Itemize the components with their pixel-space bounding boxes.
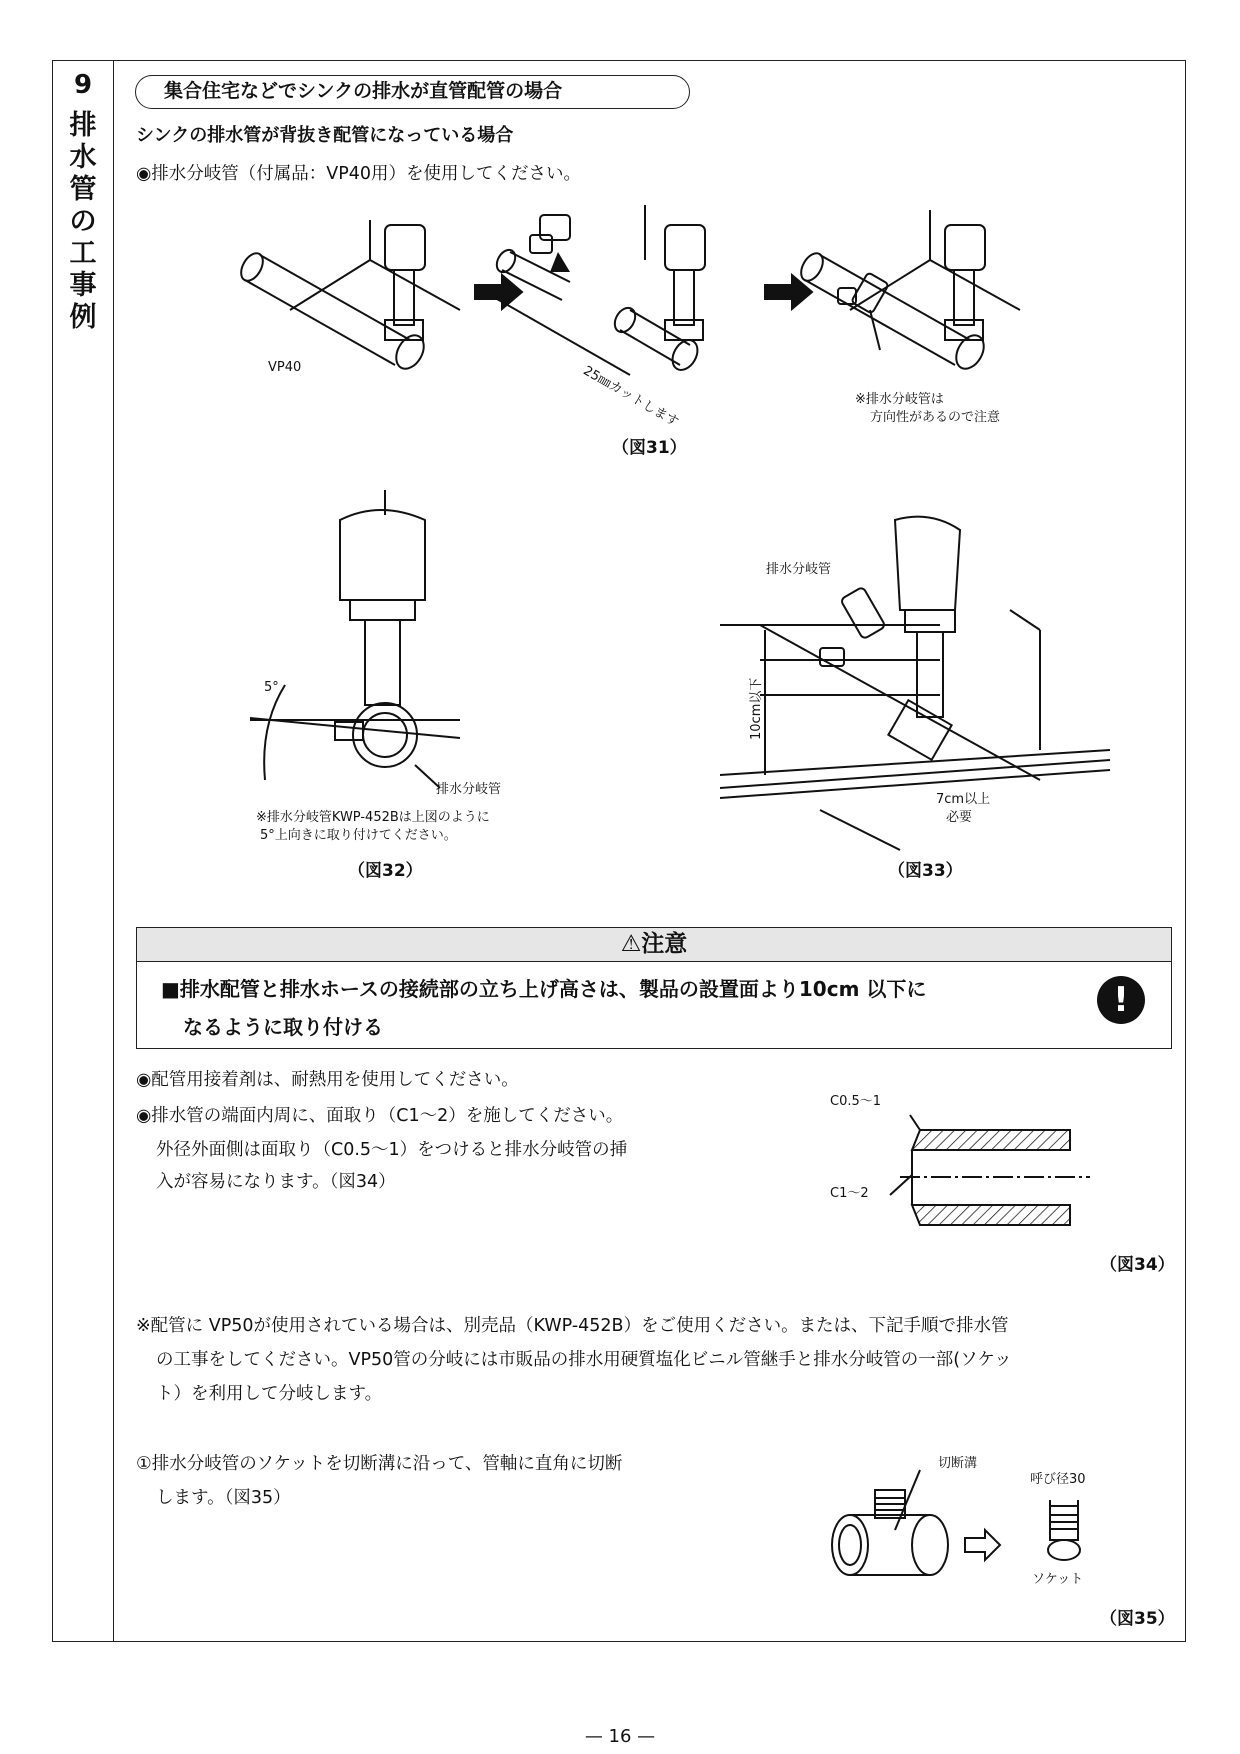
vp50-note-line3: ト）を利用して分岐します。 [156,1384,383,1404]
figure-34 [890,1115,1100,1245]
fig35-groove-label: 切断溝 [938,1456,978,1471]
fig35-caption: （図35） [1100,1609,1175,1629]
exclamation-icon: ! [1097,976,1145,1024]
fig32-caption: （図32） [348,861,423,881]
caution-line2: なるように取り付ける [183,1015,383,1039]
fig31-note-line1: ※排水分岐管は [855,392,944,407]
fig34-caption: （図34） [1100,1255,1175,1275]
fig33-height-label: 10cm以下 [749,677,764,740]
bullet-chamfer-cont1: 外径外面側は面取り（C0.5～1）をつけると排水分岐管の挿 [156,1140,628,1160]
fig33-dist-line2: 必要 [946,810,973,825]
section-title [52,110,114,334]
section-sidebar [52,60,114,1642]
fig32-branch-label: 排水分岐管 [436,782,502,797]
fig35-socket-label: ソケット [1032,1572,1084,1587]
fig31-cut-label: 25㎜カットします [580,363,682,431]
figure-32 [240,490,480,790]
vp50-note-line2: の工事をしてください。VP50管の分岐には市販品の排水用硬質塩化ビニル管継手と排水分岐管の一部(ソケッ [156,1350,1012,1370]
section-title-char: 工 [69,238,97,269]
section-number: 9 [73,70,93,100]
fig32-note-line2: 5°上向きに取り付けてください。 [260,828,457,843]
section-title-char: の [69,206,97,237]
bullet-adhesive: ◉配管用接着剤は、耐熱用を使用してください。 [136,1070,519,1090]
caution-box [136,927,1172,1049]
bullet-chamfer-cont2: 入が容易になります。（図34） [156,1172,396,1192]
caution-title: ⚠注意 [137,928,1171,962]
section-title-char: 管 [69,174,97,205]
section-title-char: 排 [69,110,97,141]
fig32-note-line1: ※排水分岐管KWP-452Bは上図のように [256,810,490,825]
fig34-inner-label: C1～2 [830,1186,869,1201]
fig32-angle-label: 5° [264,680,279,695]
step1-line1: ①排水分岐管のソケットを切断溝に沿って、管軸に直角に切断 [136,1454,623,1474]
fig33-branch-label: 排水分岐管 [766,562,832,577]
section-title-char: 水 [69,142,97,173]
bullet-chamfer: ◉排水管の端面内周に、面取り（C1～2）を施してください。 [136,1106,624,1126]
section-title-char: 事 [69,270,97,301]
section-title-char: 例 [69,302,97,333]
fig31-vp40-label: VP40 [268,360,302,375]
fig31-note-line2: 方向性があるので注意 [870,410,1001,425]
instruction-text: ◉排水分岐管（付属品：VP40用）を使用してください。 [136,164,582,184]
section-heading: 集合住宅などでシンクの排水が直管配管の場合 [135,75,690,109]
page-number: — 16 — [584,1726,656,1747]
subheading: シンクの排水管が背抜き配管になっている場合 [136,125,514,146]
caution-line1: ■排水配管と排水ホースの接続部の立ち上げ高さは、製品の設置面より10cm 以下に [161,977,927,1001]
fig35-size-label: 呼び径30 [1030,1472,1086,1487]
caution-text [137,962,1171,1046]
fig33-dist-line1: 7cm以上 [936,792,991,807]
fig34-outer-label: C0.5～1 [830,1094,882,1109]
fig31-caption: （図31） [612,438,687,458]
vp50-note-line1: ※配管に VP50が使用されている場合は、別売品（KWP-452B）をご使用ください。または、下記手順で排水管 [136,1316,1009,1336]
fig33-caption: （図33） [888,861,963,881]
step1-line2: します。（図35） [156,1488,291,1508]
